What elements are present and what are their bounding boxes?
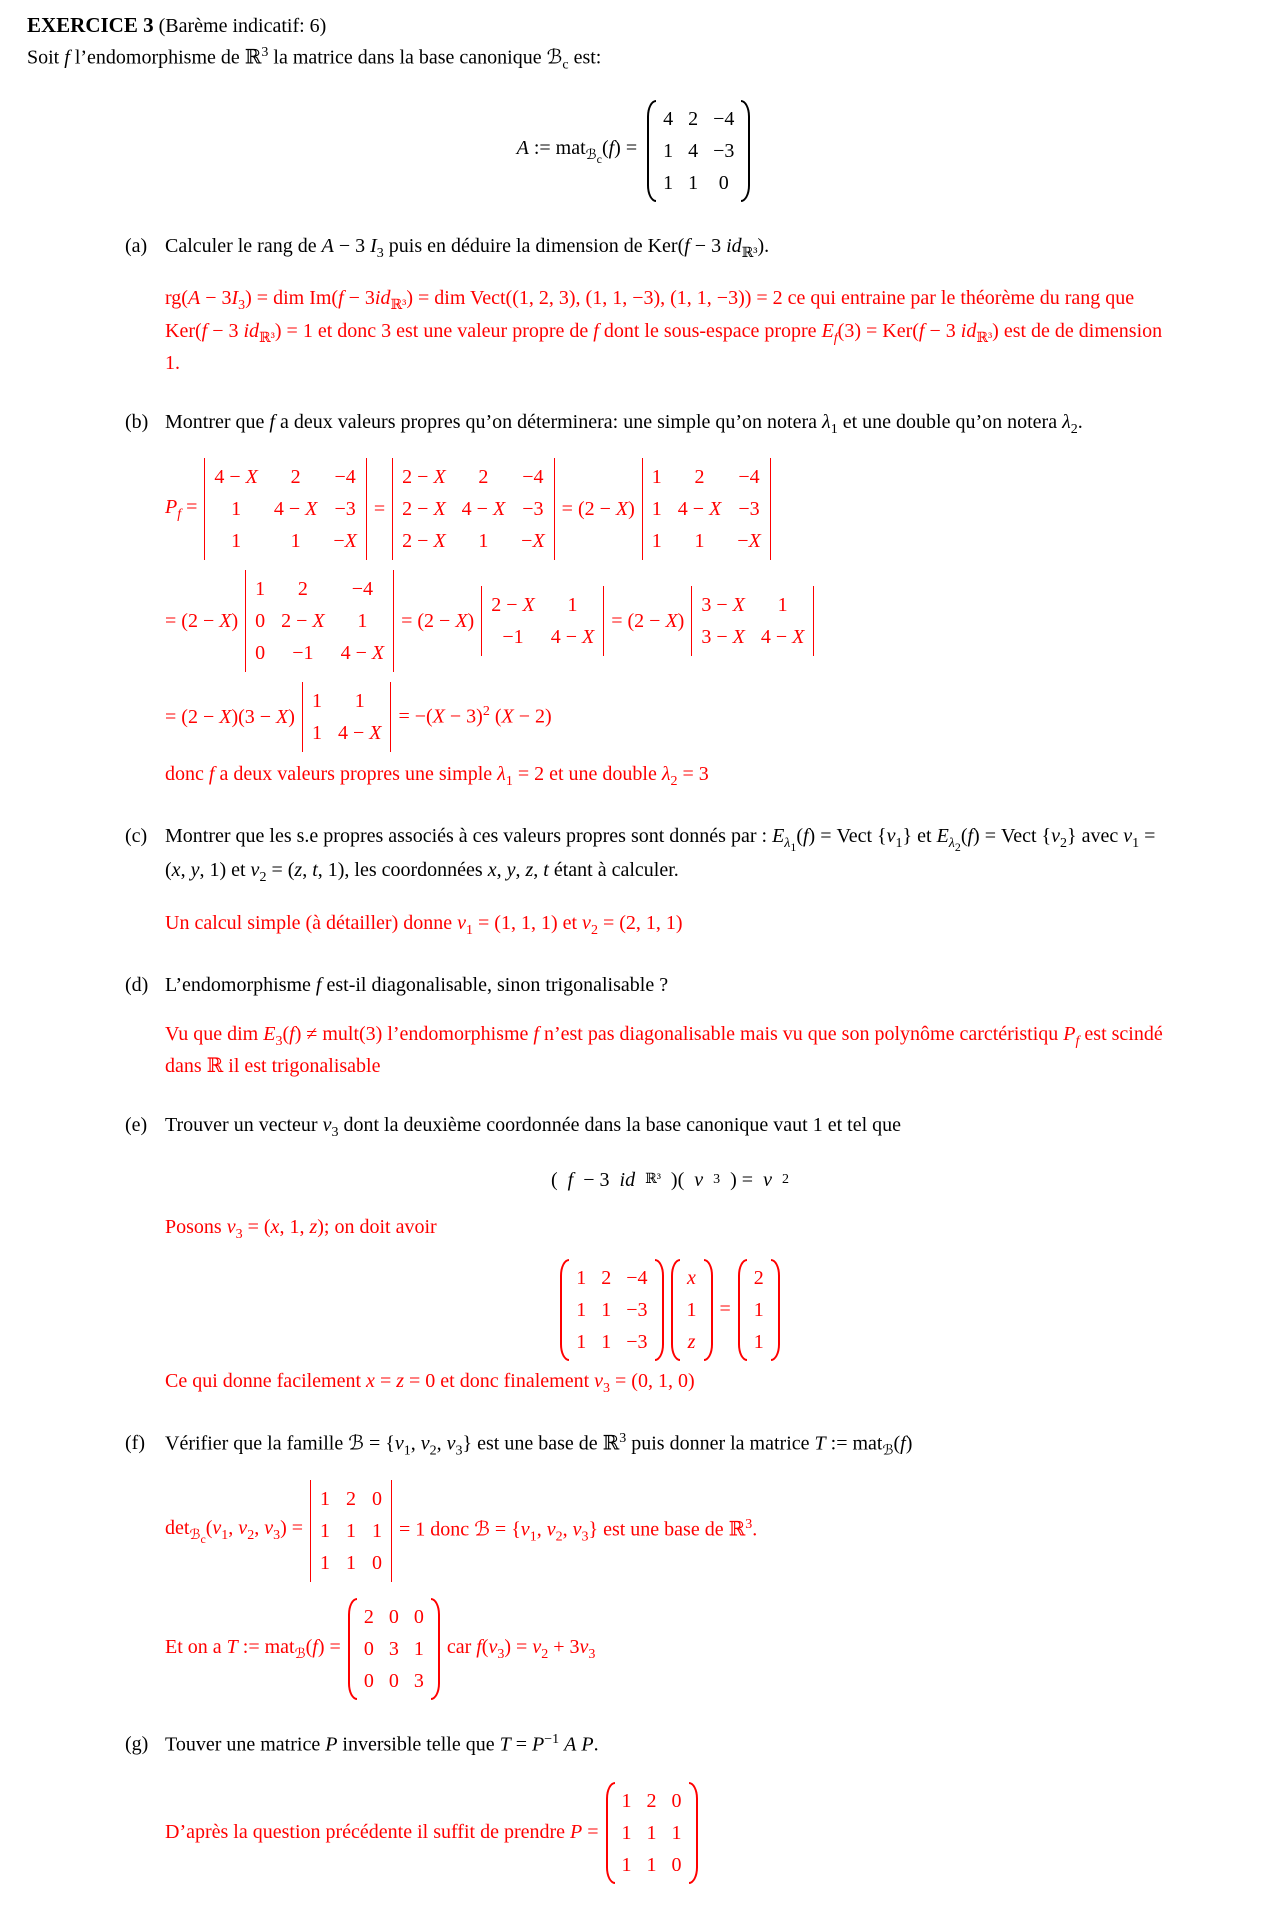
determinant-basis xyxy=(310,1480,392,1582)
item-d xyxy=(125,971,1240,1081)
matrix-cell: −3 xyxy=(626,1298,648,1321)
matrix-cell: 0 xyxy=(413,1606,424,1629)
right-paren xyxy=(655,1259,664,1361)
left-paren xyxy=(606,1782,615,1884)
matrix-cell: 2 xyxy=(646,1789,657,1812)
item-e-answer xyxy=(165,1213,1175,1400)
determinant-reduced xyxy=(245,570,394,672)
matrix-A xyxy=(647,100,750,202)
matrix-cell: 1 xyxy=(651,530,662,553)
item-b xyxy=(125,408,1240,793)
item-d-label: (d) xyxy=(125,974,149,997)
determinant-2x-cols xyxy=(392,458,555,560)
matrix-cell: 1 xyxy=(255,578,266,601)
matrix-cell: 1 xyxy=(753,1330,764,1353)
T-lhs: Et on a T := mat$_ℬ$(f) = xyxy=(165,1636,341,1663)
right-paren xyxy=(771,1259,780,1361)
matrix-cell: 0 xyxy=(255,642,266,665)
matrix-cell: 0 xyxy=(671,1789,682,1812)
right-paren xyxy=(741,100,750,202)
determinant-4x xyxy=(204,458,367,560)
matrix-cell: 2 xyxy=(363,1606,374,1629)
matrix-cell: 0 xyxy=(372,1552,383,1575)
factor-product: = (2 − X)(3 − X) xyxy=(165,705,295,728)
item-g-question: Touver une matrice P inversible telle que $T = P^{-1}$ A P. xyxy=(165,1732,599,1756)
matrix-cell: 1 xyxy=(311,690,322,713)
matrix-cell: 4 xyxy=(663,107,674,130)
determinant-2x2-b xyxy=(691,586,814,656)
vector-v3 xyxy=(671,1259,713,1361)
matrix-cell: 1 xyxy=(663,171,674,194)
item-b-label: (b) xyxy=(125,410,149,433)
matrix-cell: 1 xyxy=(567,594,578,617)
item-e-answer-conclusion: Ce qui donne facilement x = z = 0 et donc finalement $v_3 = (0$, 1, 0) xyxy=(165,1369,695,1396)
matrix-cell: 1 xyxy=(663,139,674,162)
matrix-cell: 4 − X xyxy=(273,498,318,521)
matrix-P-cells xyxy=(615,1782,689,1884)
matrix-cell: 4 − X xyxy=(677,498,722,521)
matrix-cell: 1 xyxy=(346,1552,357,1575)
matrix-cell: 2 xyxy=(753,1266,764,1289)
matrix-cell: 2 − X xyxy=(491,594,535,617)
factor-2-minus-x: = (2 − X) xyxy=(561,497,635,520)
matrix-cell: 1 xyxy=(694,530,705,553)
matrix-cell: 1 xyxy=(646,1821,657,1844)
item-b-question: Montrer que f a deux valeurs propres qu’on déterminera: une simple qu’on notera $\lambda_1$ et une double qu’on notera $\lambda_2$. xyxy=(165,410,1083,437)
right-paren xyxy=(431,1598,440,1700)
item-c-question: Montrer que les s.e propres associés à ces valeurs propres sont donnés par : $E_{\lambda_1}(f)$ = Vect $\{v_1\}$ et $E_{\lambda_2}(f)$ = Vect $\{v_2\}$ avec $v_1 = (x$, y, 1) et $v_2 = (z$, t, 1), les coordonnées x, y, z, t étant à calculer. xyxy=(165,825,1156,886)
matrix-cell: −4 xyxy=(522,466,544,489)
vector-cells xyxy=(680,1259,704,1361)
matrix-cell: 0 xyxy=(255,610,266,633)
matrix-cell: 2 − X xyxy=(402,466,446,489)
exercise-title: EXERCICE 3 xyxy=(27,13,154,37)
matrix-cell: 4 − X xyxy=(340,642,385,665)
matrix-cells xyxy=(569,1259,654,1361)
matrix-cell: 2 xyxy=(601,1266,612,1289)
item-e-question: Trouver un vecteur $v_3$ dont la deuxième coordonnée dans la base canonique vaut 1 et tel que xyxy=(165,1114,902,1141)
matrix-cell: 0 xyxy=(388,1606,399,1629)
matrix-A-cells xyxy=(656,100,741,202)
factor-2-minus-x: = (2 − X) xyxy=(401,609,475,632)
matrix-cell: −1 xyxy=(292,642,314,665)
matrix-cell: 1 xyxy=(621,1853,632,1876)
matrix-cell: 1 xyxy=(576,1330,587,1353)
det-lhs: $\det_{ℬ_c}(v_1$, $v_2$, $v_3$) = xyxy=(165,1517,304,1546)
item-g-label: (g) xyxy=(125,1733,149,1756)
item-f-question: Vérifier que la famille ℬ = {$v_1$, $v_2$, $v_3$} est une base de ℝ$^3$ puis donner la matrice T := mat$_ℬ$(f) xyxy=(165,1431,913,1459)
matrix-cell: −X xyxy=(737,530,761,553)
matrix-cell: 3 − X xyxy=(701,594,745,617)
matrix-cell: 1 xyxy=(777,594,788,617)
item-g xyxy=(125,1730,1240,1884)
matrix-cell: −3 xyxy=(626,1330,648,1353)
matrix-cell: 4 − X xyxy=(337,722,382,745)
matrix-cell: 4 − X xyxy=(214,466,258,489)
matrix-cell: 2 − X xyxy=(402,498,446,521)
left-paren xyxy=(560,1259,569,1361)
matrix-cell: 1 xyxy=(320,1488,331,1511)
matrix-cell: −4 xyxy=(334,466,356,489)
matrix-cell: 0 xyxy=(363,1638,374,1661)
matrix-cell: 1 xyxy=(753,1298,764,1321)
item-c-label: (c) xyxy=(125,825,148,848)
charpoly-line-2 xyxy=(165,570,1175,672)
matrix-A-equation xyxy=(27,100,1240,202)
left-paren xyxy=(348,1598,357,1700)
matrix-cell: 1 xyxy=(646,1853,657,1876)
matrix-cell: 0 xyxy=(363,1670,374,1693)
matrix-cell: 2 xyxy=(290,466,301,489)
matrix-cell: 1 xyxy=(671,1821,682,1844)
equals-sign: = xyxy=(719,1298,731,1321)
exercise-header xyxy=(27,10,1240,41)
T-justification: car $f(v_3) = v_2 + 3v_3$ xyxy=(446,1636,596,1663)
item-a-label: (a) xyxy=(125,234,148,257)
exercise-title-note: (Barème indicatif: 6) xyxy=(153,15,327,37)
matrix-cell: 3 xyxy=(388,1638,399,1661)
matrix-cell: 2 − X xyxy=(402,530,446,553)
equals-sign: = xyxy=(373,497,386,520)
matrix-cell: 2 xyxy=(478,466,489,489)
item-a-question: Calculer le rang de A − 3 $I_3$ puis en déduire la dimension de Ker(f − 3 $id_{ℝ^3}$). xyxy=(165,234,770,261)
matrix-cell: 4 xyxy=(688,139,699,162)
matrix-cell: 0 xyxy=(671,1853,682,1876)
matrix-cell: 4 − X xyxy=(461,498,506,521)
matrix-cell: −4 xyxy=(351,578,373,601)
matrix-cell: −X xyxy=(333,530,357,553)
factor-2-minus-x: = (2 − X) xyxy=(611,609,685,632)
matrix-cell: −3 xyxy=(738,498,760,521)
matrix-cell: 1 xyxy=(651,466,662,489)
matrix-cell: 1 xyxy=(686,1298,697,1321)
matrix-cell: 1 xyxy=(346,1520,357,1543)
exercise-intro: Soit f l’endomorphisme de ℝ$^3$ la matrice dans la base canonique ℬ$_c$ est: xyxy=(27,45,602,73)
item-f-solution xyxy=(165,1480,1175,1700)
charpoly-lhs: $P_f$ = xyxy=(165,495,198,522)
charpoly-line-3 xyxy=(165,682,1175,752)
item-c-answer: Un calcul simple (à détailler) donne $v_1 = (1$, 1, 1) et $v_2 = (2$, 1, 1) xyxy=(165,911,683,938)
matrix-f-minus-3id xyxy=(560,1259,663,1361)
matrix-cell: 1 xyxy=(231,498,242,521)
matrix-A-lhs: A := mat$_{ℬ_c}$(f) = xyxy=(516,136,638,166)
matrix-cell: 1 xyxy=(357,610,368,633)
matrix-cell: 2 − X xyxy=(281,610,325,633)
matrix-cell: −1 xyxy=(502,626,524,649)
matrix-cell: 2 xyxy=(346,1488,357,1511)
item-b-conclusion: donc f a deux valeurs propres une simple $\lambda_1 = 2$ et une double $\lambda_2 = 3$ xyxy=(165,763,709,790)
matrix-cell: −3 xyxy=(713,139,735,162)
matrix-cell: x xyxy=(687,1266,696,1289)
charpoly-result: = $-(X - 3)^2$ (X − 2) xyxy=(398,704,552,728)
matrix-cell: 1 xyxy=(413,1638,424,1661)
item-a xyxy=(125,232,1240,378)
right-paren xyxy=(704,1259,713,1361)
matrix-cell: 1 xyxy=(372,1520,383,1543)
matrix-cell: 3 − X xyxy=(701,626,745,649)
P-lhs: D’après la question précédente il suffit de prendre P = xyxy=(165,1821,599,1844)
matrix-cell: 2 xyxy=(297,578,308,601)
matrix-cell: 1 xyxy=(601,1298,612,1321)
item-e-label: (e) xyxy=(125,1114,148,1137)
matrix-cell: 1 xyxy=(354,690,365,713)
determinant-factored xyxy=(642,458,771,560)
right-paren xyxy=(689,1782,698,1884)
matrix-cell: −X xyxy=(521,530,545,553)
matrix-cell: 4 − X xyxy=(550,626,595,649)
factor-2-minus-x: = (2 − X) xyxy=(165,609,239,632)
matrix-cell: 1 xyxy=(231,530,242,553)
matrix-cell: 1 xyxy=(320,1552,331,1575)
matrix-cell: 1 xyxy=(311,722,322,745)
matrix-cell: 1 xyxy=(576,1298,587,1321)
item-g-solution xyxy=(165,1782,1175,1884)
item-d-question: L’endomorphisme f est-il diagonalisable, sinon trigonalisable ? xyxy=(165,974,669,997)
det-result-text: = 1 donc ℬ = {$v_1$, $v_2$, $v_3$} est une base de ℝ$^3$. xyxy=(399,1516,758,1545)
item-e-equation: ( f − 3 id ℝ³ )( v 3 ) = v 2 xyxy=(551,1168,789,1191)
item-c xyxy=(125,822,1240,941)
matrix-cell: −3 xyxy=(334,498,356,521)
matrix-cell: 1 xyxy=(601,1330,612,1353)
determinant-2x2-final xyxy=(302,682,392,752)
vector-cells xyxy=(747,1259,771,1361)
matrix-cell: −4 xyxy=(713,107,735,130)
left-paren xyxy=(671,1259,680,1361)
matrix-cell: 0 xyxy=(372,1488,383,1511)
matrix-cell: 1 xyxy=(651,498,662,521)
matrix-cell: −4 xyxy=(738,466,760,489)
vector-v2 xyxy=(738,1259,780,1361)
matrix-cell: 2 xyxy=(694,466,705,489)
matrix-T-cells xyxy=(357,1598,431,1700)
matrix-cell: 0 xyxy=(718,171,729,194)
matrix-cell: 1 xyxy=(621,1789,632,1812)
matrix-P xyxy=(606,1782,698,1884)
item-e xyxy=(125,1111,1240,1399)
matrix-T xyxy=(348,1598,440,1700)
item-d-answer: Vu que dim $E_3(f)$ ≠ mult(3) l’endomorphisme f n’est pas diagonalisable mais vu que son polynôme carctéristiqu $P_f$ est scindé dans ℝ il est trigonalisable xyxy=(165,1023,1163,1078)
item-a-answer: $rg(A - 3I_3)$ = dim $Im(f - 3id_{ℝ^3})$ = dim Vect((1, 2, 3), (1, 1, −3), (1, 1, −3)) = 2 ce qui entraine par le théorème du rang que Ker(f − 3 $id_{ℝ^3}) = 1$ et donc 3 est une valeur propre de f dont le sous-espace propre $E_f(3) = Ker(f - 3$ $id_{ℝ^3}$) est de de dimension 1. xyxy=(165,287,1163,374)
matrix-cell: 3 xyxy=(413,1670,424,1693)
left-paren xyxy=(647,100,656,202)
determinant-2x2-a xyxy=(481,586,604,656)
item-f-T-line xyxy=(165,1598,1175,1700)
matrix-cell: 1 xyxy=(478,530,489,553)
matrix-cell: 1 xyxy=(688,171,699,194)
matrix-cell: 1 xyxy=(290,530,301,553)
matrix-cell: 0 xyxy=(388,1670,399,1693)
matrix-cell: −3 xyxy=(522,498,544,521)
item-e-answer-intro: Posons $v_3 = (x$, 1, z); on doit avoir xyxy=(165,1215,437,1242)
item-f-det-line xyxy=(165,1480,1175,1582)
matrix-cell: 4 − X xyxy=(760,626,805,649)
matrix-cell: 1 xyxy=(621,1821,632,1844)
matrix-cell: 1 xyxy=(576,1266,587,1289)
item-g-P-line xyxy=(165,1782,1175,1884)
matrix-cell: 2 xyxy=(688,107,699,130)
left-paren xyxy=(738,1259,747,1361)
matrix-cell: z xyxy=(687,1330,696,1353)
item-e-matrix-equation xyxy=(165,1259,1175,1361)
item-b-solution xyxy=(165,458,1175,792)
matrix-cell: −4 xyxy=(626,1266,648,1289)
item-f-label: (f) xyxy=(125,1432,145,1455)
item-f xyxy=(125,1429,1240,1700)
charpoly-line-1 xyxy=(165,458,1175,560)
matrix-cell: 1 xyxy=(320,1520,331,1543)
